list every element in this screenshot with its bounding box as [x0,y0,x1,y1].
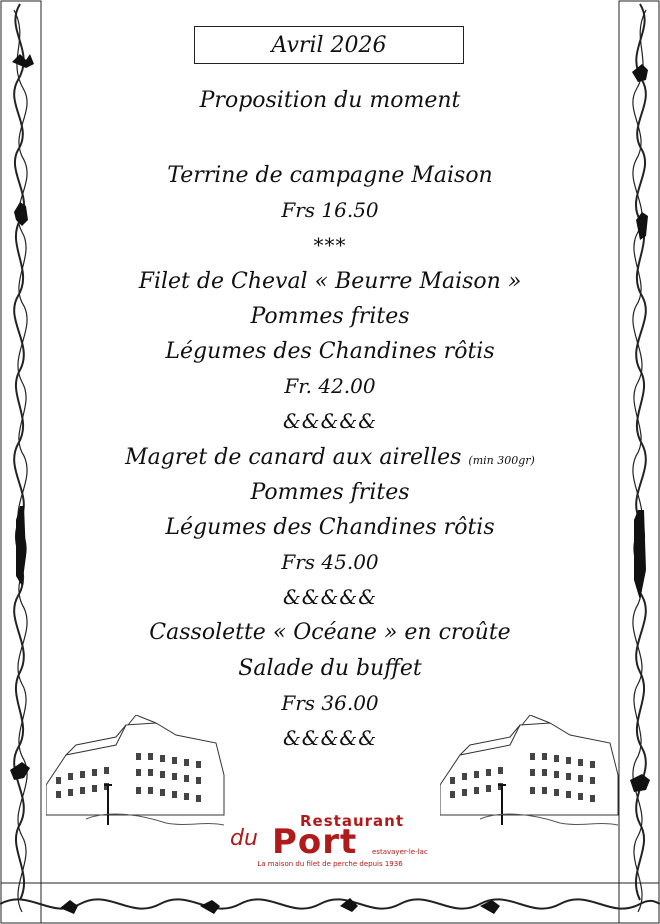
building-illustration-left [46,715,226,830]
menu-item-text: &&&&& [282,726,377,750]
menu-item-text: *** [313,233,347,258]
logo-restaurant: Restaurant [300,812,404,830]
menu-item-text: Légumes des Chandines rôtis [165,514,495,540]
logo-tagline: La maison du filet de perche depuis 1936 [257,860,403,868]
menu-subtitle: Proposition du moment [199,88,461,113]
building-illustration-right [440,715,620,830]
menu-list [60,158,600,756]
menu-item-text: Terrine de campagne Maison [167,163,493,188]
menu-price [60,369,600,404]
menu-item-text: &&&&& [282,409,377,434]
menu-item-text: Légumes des Chandines rôtis [165,338,495,364]
menu-item [60,510,600,545]
menu-separator [60,404,600,439]
menu-item [60,440,600,475]
logo-place: estavayer-le-lac [372,848,428,856]
menu-item [60,615,600,650]
restaurant-logo [222,812,438,872]
menu-item [60,299,600,334]
menu-price [60,193,600,228]
menu-item-text: Fr. 42.00 [284,374,376,399]
menu-separator [60,580,600,615]
menu-item [60,334,600,369]
menu-item-text: Filet de Cheval « Beurre Maison » [138,268,522,294]
menu-item [60,651,600,686]
menu-item-text: Magret de canard aux airelles [125,444,462,470]
decorative-border-bottom [0,882,660,924]
menu-separator [60,228,600,263]
date-text: Avril 2026 [271,32,387,58]
logo-du: du [230,826,258,851]
menu-item-text: Pommes frites [250,303,410,329]
date-heading [194,26,464,64]
menu-item-text: Frs 45.00 [281,550,379,575]
menu-item-note: (min 300gr) [468,453,535,467]
logo-port: Port [272,822,358,862]
menu-item [60,475,600,510]
menu-item-text: Frs 36.00 [281,690,379,715]
decorative-border-right [618,0,660,924]
menu-item-text: Pommes frites [250,479,410,505]
menu-item-text: Cassolette « Océane » en croûte [149,620,511,646]
menu-item-text: &&&&& [282,585,377,610]
menu-price [60,545,600,580]
menu-item [60,158,600,193]
menu-item-text: Salade du buffet [238,655,422,681]
menu-item [60,264,600,299]
decorative-border-left [0,0,42,924]
menu-item-text: Frs 16.50 [281,198,379,223]
